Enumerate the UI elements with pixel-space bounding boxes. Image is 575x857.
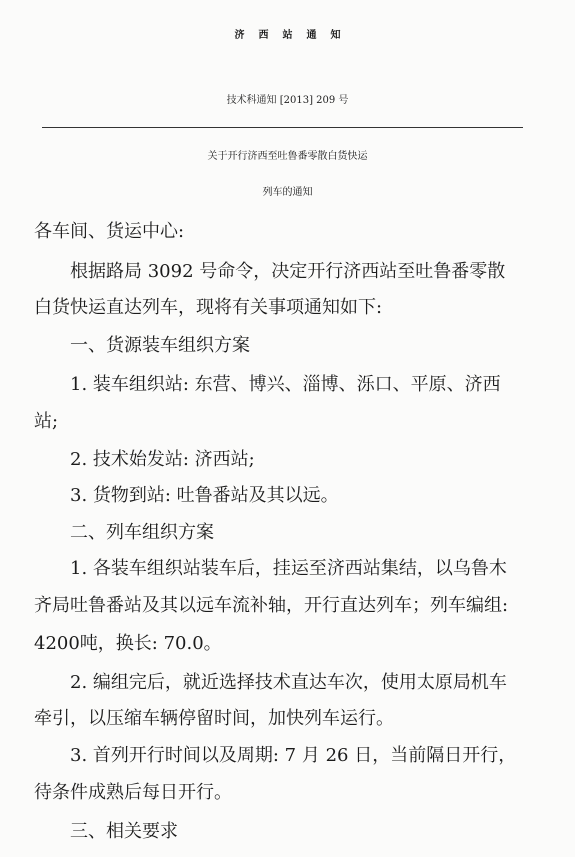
- section-1-item-3: 3. 货物到站: 吐鲁番站及其以远。: [70, 485, 339, 506]
- section-1-item-1-line-2: 站;: [34, 411, 59, 432]
- header-divider: [42, 127, 523, 128]
- document-number: 技术科通知 [2013] 209 号: [226, 95, 349, 106]
- section-2-item-2-line-2: 牵引，以压缩车辆停留时间，加快列车运行。: [34, 708, 394, 729]
- notice-title-line-2: 列车的通知: [262, 187, 313, 198]
- section-2-item-1-line-2: 齐局吐鲁番站及其以远车流补轴，开行直达列车；列车编组:: [34, 595, 509, 616]
- section-2-item-3-line-2: 待条件成熟后每日开行。: [34, 782, 232, 803]
- intro-line-1: 根据路局 3092 号命令，决定开行济西站至吐鲁番零散: [70, 261, 506, 282]
- section-2-heading: 二、列车组织方案: [70, 522, 214, 543]
- notice-title-line-1: 关于开行济西至吐鲁番零散白货快运: [207, 151, 368, 162]
- org-title: 济西站通知: [234, 30, 355, 41]
- section-3-heading: 三、相关要求: [70, 821, 178, 842]
- section-2-item-3-line-1: 3. 首列开行时间以及周期: 7 月 26 日，当前隔日开行，: [70, 745, 517, 766]
- salutation: 各车间、货运中心:: [34, 221, 185, 242]
- intro-line-2: 白货快运直达列车，现将有关事项通知如下:: [34, 297, 383, 318]
- section-1-item-2: 2. 技术始发站: 济西站;: [70, 449, 255, 470]
- section-2-item-2-line-1: 2. 编组完后，就近选择技术直达车次，使用太原局机车: [70, 672, 507, 693]
- section-1-item-1-line-1: 1. 装车组织站: 东营、博兴、淄博、泺口、平原、济西: [70, 374, 501, 395]
- section-1-heading: 一、货源装车组织方案: [70, 335, 250, 356]
- section-2-item-1-line-1: 1. 各装车组织站装车后，挂运至济西站集结，以乌鲁木: [70, 558, 507, 579]
- section-2-item-1-line-3: 4200吨，换长: 70.0。: [34, 633, 222, 654]
